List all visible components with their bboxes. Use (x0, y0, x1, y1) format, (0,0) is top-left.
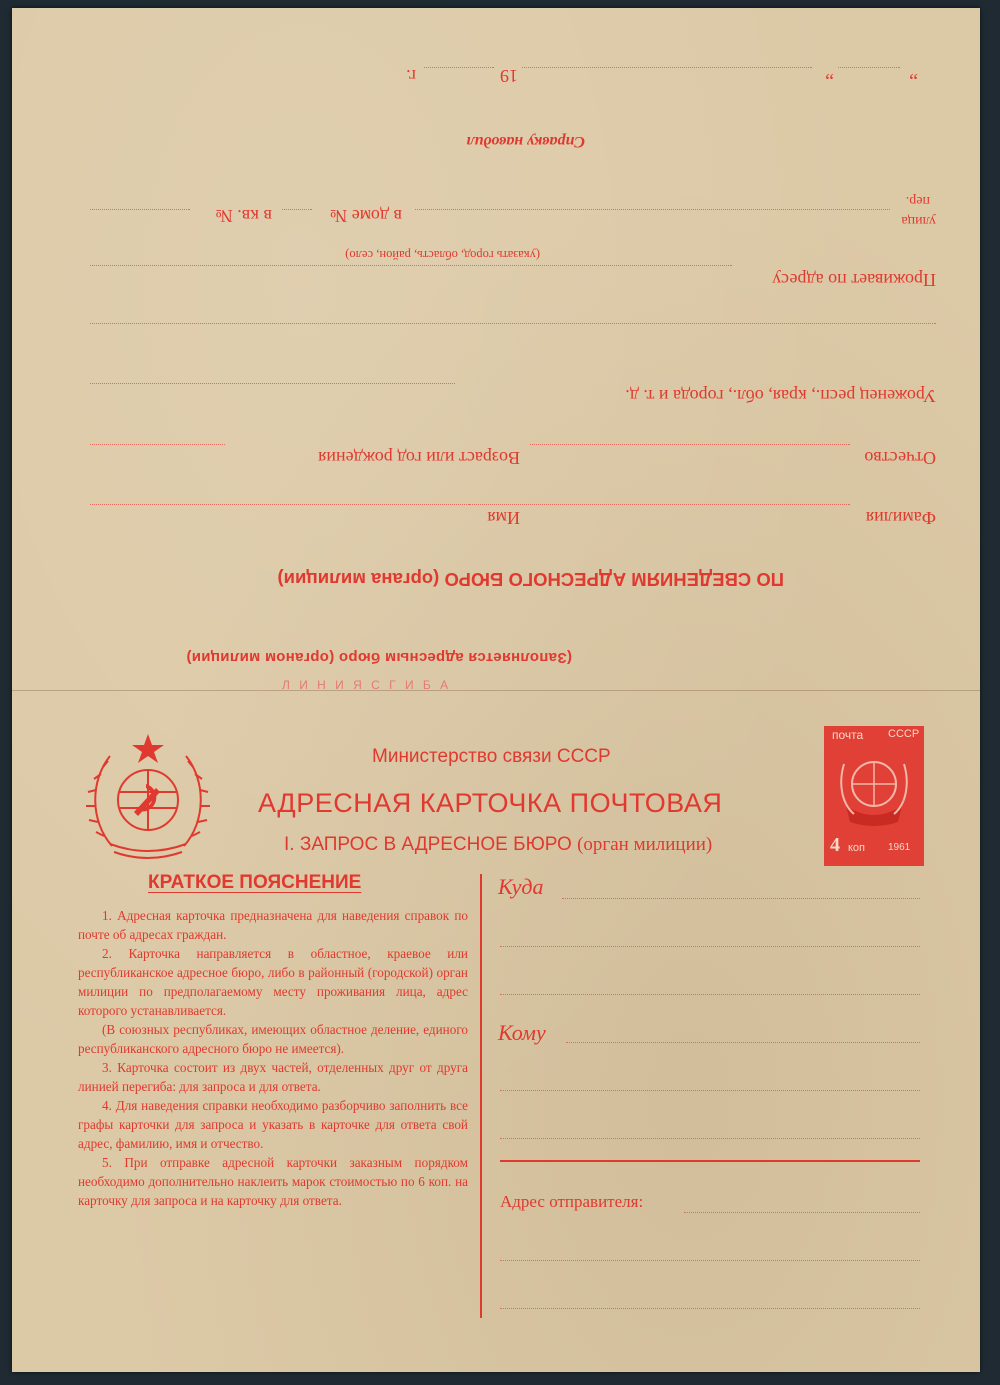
explain-item: (В союзных республиках, имеющих областное деление, единого республиканского адресного бюро не имеется). (78, 1022, 468, 1056)
stamp-year: 1961 (888, 842, 911, 853)
postage-stamp (824, 726, 924, 866)
card-subtitle-suffix: (орган милиции) (577, 834, 713, 855)
date-quote-open: „ (909, 72, 918, 94)
born-line (90, 383, 455, 384)
to-where-line-3 (500, 994, 920, 995)
to-whom-label: Кому (498, 1020, 546, 1045)
column-divider (480, 874, 482, 1318)
sender-line-3 (500, 1308, 920, 1309)
signature-label: Справку наводил (466, 133, 585, 150)
to-where-label: Куда (498, 874, 544, 899)
reply-heading-suffix: (органа милиции) (277, 569, 440, 590)
filled-by-note: (Заполняется адресным бюро (органом милиции) (186, 649, 572, 666)
born-line-2 (90, 323, 936, 324)
name-label: Имя (487, 508, 520, 528)
sender-line-1 (684, 1212, 920, 1213)
sender-label: Адрес отправителя: (500, 1192, 644, 1211)
name-line (90, 504, 470, 505)
date-day-line (838, 67, 900, 68)
explain-item: 3. Карточка состоит из двух частей, отделенных друг от друга линией перегиба: для запроса и для ответа. (78, 1060, 468, 1094)
explain-item: 1. Адресная карточка предназначена для наведения справок по почте об адресах граждан. (78, 908, 468, 942)
date-suffix: г. (406, 66, 416, 86)
date-month-line (522, 67, 812, 68)
fold-label: Л И Н И Я С Г И Б А (282, 678, 452, 692)
ministry-text: Министерство связи СССР (372, 746, 611, 767)
stamp-top-right: СССР (888, 728, 920, 740)
explain-title: КРАТКОЕ ПОЯСНЕНИЕ (148, 872, 362, 893)
address-separator (500, 1160, 920, 1162)
surname-line (410, 504, 850, 505)
card-subtitle (284, 834, 712, 856)
stamp-value: 4 (830, 834, 840, 856)
fold-line (12, 690, 980, 691)
to-whom-line-3 (500, 1138, 920, 1139)
stamp-emblem-icon (836, 744, 912, 834)
card-title: АДРЕСНАЯ КАРТОЧКА ПОЧТОВАЯ (258, 788, 723, 818)
apt-label: в кв. № (215, 206, 272, 226)
stamp-unit: коп (848, 842, 866, 854)
state-emblem-icon (82, 726, 214, 866)
reply-half (12, 8, 980, 690)
card-subtitle-main: I. ЗАПРОС В АДРЕСНОЕ БЮРО (284, 834, 572, 855)
date-quote-close: „ (825, 72, 834, 94)
age-line (90, 444, 225, 445)
to-whom-line-1 (566, 1042, 920, 1043)
lives-label: Проживает по адресу (772, 270, 936, 290)
explain-item: 4. Для наведения справки необходимо разборчиво заполнить все графы карточки для запроса и указать в карточке для ответа свой адрес, фамилию, имя и отчество. (78, 1098, 468, 1151)
to-where-line-2 (500, 946, 920, 947)
house-line (282, 209, 312, 210)
born-label: Уроженец респ., края, обл., города и т. д. (625, 386, 936, 406)
apt-line (90, 209, 190, 210)
to-where-line-1 (562, 898, 920, 899)
postal-card (12, 8, 980, 1372)
reply-heading-main: ПО СВЕДЕНИЯМ АДРЕСНОГО БЮРО (444, 569, 784, 590)
house-label: в доме № (330, 206, 402, 226)
lane-label: пер. (905, 193, 930, 208)
stamp-top-text: почта (832, 728, 864, 742)
surname-label: Фамилия (865, 508, 936, 528)
explain-item: 5. При отправке адресной карточки заказным порядком необходимо дополнительно наклеить марок стоимостью по 6 коп. на карточку для запроса и на карточку для ответа. (78, 1155, 468, 1208)
explain-item: 2. Карточка направляется в областное, краевое или республиканское адресное бюро, либо в районный (городской) орган милиции по предполагаемому месту проживания лица, адрес которого устанавливается. (78, 946, 468, 1018)
address-hint: (указать город, область, район, село) (345, 248, 540, 262)
age-label: Возраст или год рождения (318, 448, 520, 468)
patronymic-label: Отчество (864, 448, 936, 468)
street-label: улица (901, 213, 936, 228)
to-whom-line-2 (500, 1090, 920, 1091)
explain-list (78, 906, 468, 1210)
reply-heading (277, 568, 784, 590)
sender-line-2 (500, 1260, 920, 1261)
street-line (415, 209, 890, 210)
date-year-line (424, 67, 494, 68)
patronymic-line (530, 444, 850, 445)
date-year: 19 (500, 66, 518, 86)
lives-line (90, 265, 732, 266)
